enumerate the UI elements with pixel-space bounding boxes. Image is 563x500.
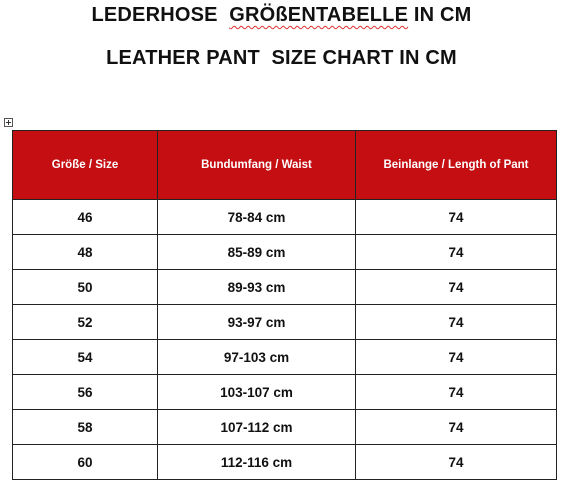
table-row [13,235,557,270]
cell-size: 50 [13,270,158,305]
table-header-row [13,131,557,200]
cell-size: 52 [13,305,158,340]
cell-waist: 107-112 cm [158,410,356,445]
cell-waist: 103-107 cm [158,375,356,410]
table-row [13,340,557,375]
cell-size: 48 [13,235,158,270]
cell-waist: 85-89 cm [158,235,356,270]
cell-length: 74 [356,235,557,270]
title-german-part1: LEDERHOSE [91,4,230,26]
table-row [13,200,557,235]
header-waist: Bundumfang / Waist [158,131,356,200]
cell-length: 74 [356,410,557,445]
cell-length: 74 [356,305,557,340]
header-length: Beinlange / Length of Pant [356,131,557,200]
table-move-handle-icon[interactable] [4,118,13,127]
cell-size: 60 [13,445,158,480]
title-german [0,4,563,27]
header-size: Größe / Size [13,131,158,200]
cell-size: 46 [13,200,158,235]
cell-length: 74 [356,270,557,305]
table-row [13,305,557,340]
cell-size: 54 [13,340,158,375]
cell-length: 74 [356,340,557,375]
cell-size: 56 [13,375,158,410]
table-row [13,375,557,410]
table-row [13,410,557,445]
title-german-part2: GRÖßENTABELLE [229,4,409,26]
table-row [13,445,557,480]
title-english: LEATHER PANT SIZE CHART IN CM [106,47,457,69]
cell-waist: 97-103 cm [158,340,356,375]
cell-length: 74 [356,375,557,410]
size-chart-table [12,130,557,480]
cell-waist: 89-93 cm [158,270,356,305]
cell-size: 58 [13,410,158,445]
cell-waist: 93-97 cm [158,305,356,340]
table-row [13,270,557,305]
cell-length: 74 [356,200,557,235]
cell-length: 74 [356,445,557,480]
cell-waist: 78-84 cm [158,200,356,235]
title-german-part3: IN CM [408,4,472,26]
cell-waist: 112-116 cm [158,445,356,480]
